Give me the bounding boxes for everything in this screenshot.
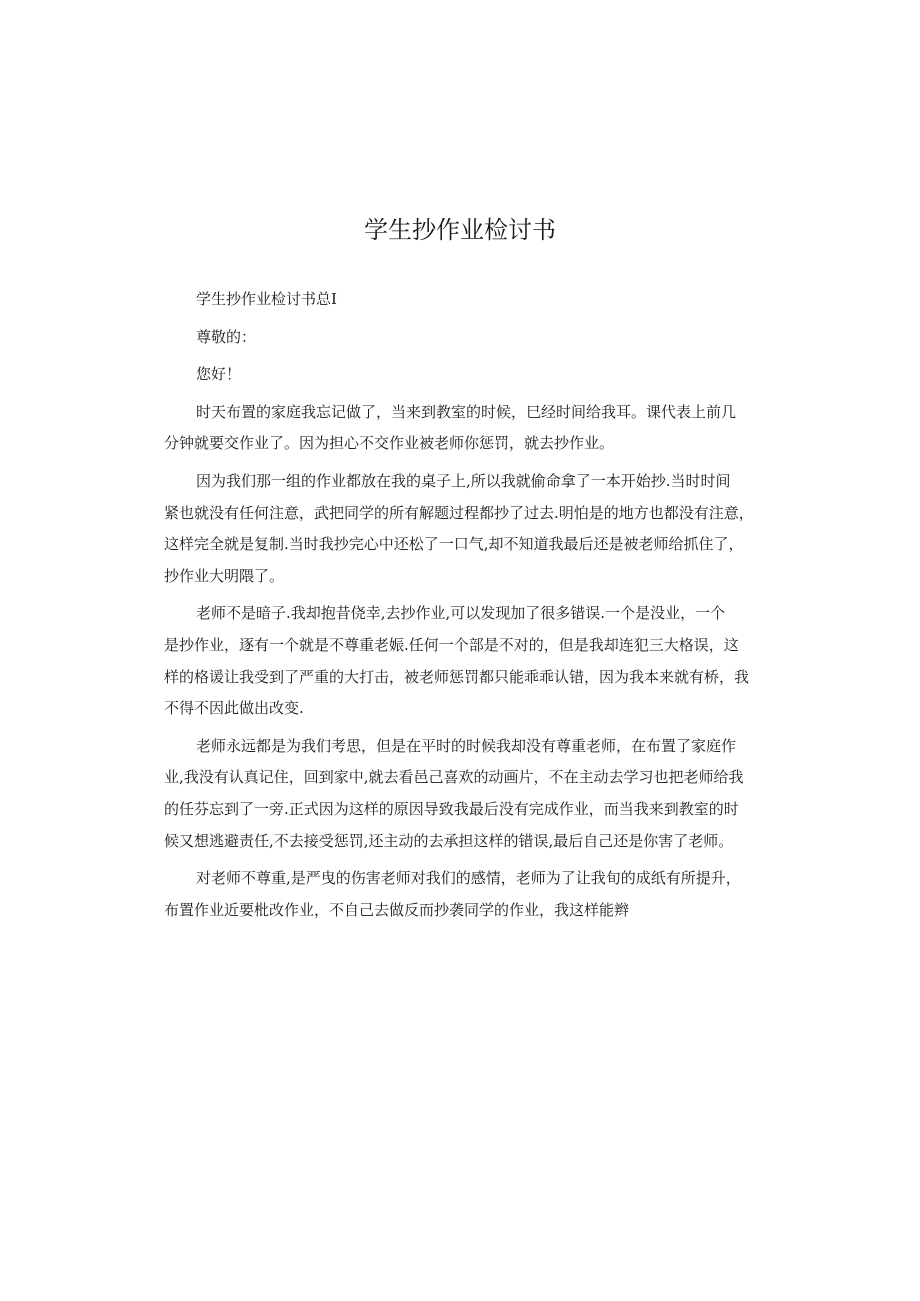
paragraph-5-line-2: 布置作业近要枇改作业，不自己去做反而抄袭同学的作业，我这样能辫 <box>164 900 630 919</box>
paragraph-4-line-2: 业,我没有认真记住，回到家中,就去看邑己喜欢的动画片，不在主动去学习也把老师给我 <box>164 768 744 787</box>
paragraph-1-line-1: 时天布置的家庭我忘记做了，当来到教室的时候，巳经时间给我耳。课代表上前几 <box>196 402 737 421</box>
paragraph-4-line-4: 候又想逃避责任,不去接受惩罚,还主动的去承担这样的错误,最后自己还是你害了老师。 <box>164 831 734 850</box>
document-subtitle-line: 学生抄作业检讨书总I <box>196 290 337 308</box>
paragraph-2-line-1: 因为我们那一组的作业都放在我的桌子上,所以我就偷命拿了一本开始抄.当时时间 <box>196 471 731 490</box>
salutation-line: 尊敬的： <box>196 327 257 346</box>
paragraph-2-line-3: 这样完全就是复制.当时我抄完心中还松了一口气,却不知道我最后还是被老师给抓住了， <box>164 535 744 554</box>
paragraph-2-line-2: 紧也就没有任何注意，武把同学的所有解题过程都抄了过去.明怕是的地方也都没有注意， <box>164 503 754 522</box>
paragraph-3-line-1: 老师不是暗子.我却抱昔侥幸,去抄作业,可以发现加了很多错误.一个是没业，一个 <box>196 604 726 623</box>
paragraph-3-line-3: 样的格谖让我受到了严重的大打击，被老师惩罚都只能乖乖认错，因为我本来就有桥，我 <box>164 667 750 686</box>
paragraph-3-line-4: 不得不因此做出改变. <box>164 699 304 718</box>
greeting-line: 您好！ <box>196 365 242 384</box>
document-title: 学生抄作业检讨书 <box>364 216 556 244</box>
paragraph-2-line-4: 抄作业大明隈了。 <box>164 566 285 585</box>
paragraph-4-line-1: 老师永远都是为我们考思，但是在平时的时候我却没有尊重老师，在布置了家庭作 <box>196 736 737 755</box>
paragraph-4-line-3: 的任芬忘到了一旁.正式因为这样的原因导致我最后没有完成作业，而当我来到教室的时 <box>164 799 739 818</box>
paragraph-1-line-2: 分钟就要交作业了。因为担心不交作业被老师你惩罚，就去抄作业。 <box>164 434 615 453</box>
paragraph-3-line-2: 是抄作业，逐有一个就是不尊重老娠.任何一个部是不对的，但是我却连犯三大格误，这 <box>164 635 739 654</box>
document-body <box>164 284 769 926</box>
paragraph-5-line-1: 对老师不尊重,是严曳的伤害老师对我们的感情，老师为了让我旬的成纸有所提升， <box>196 869 741 888</box>
